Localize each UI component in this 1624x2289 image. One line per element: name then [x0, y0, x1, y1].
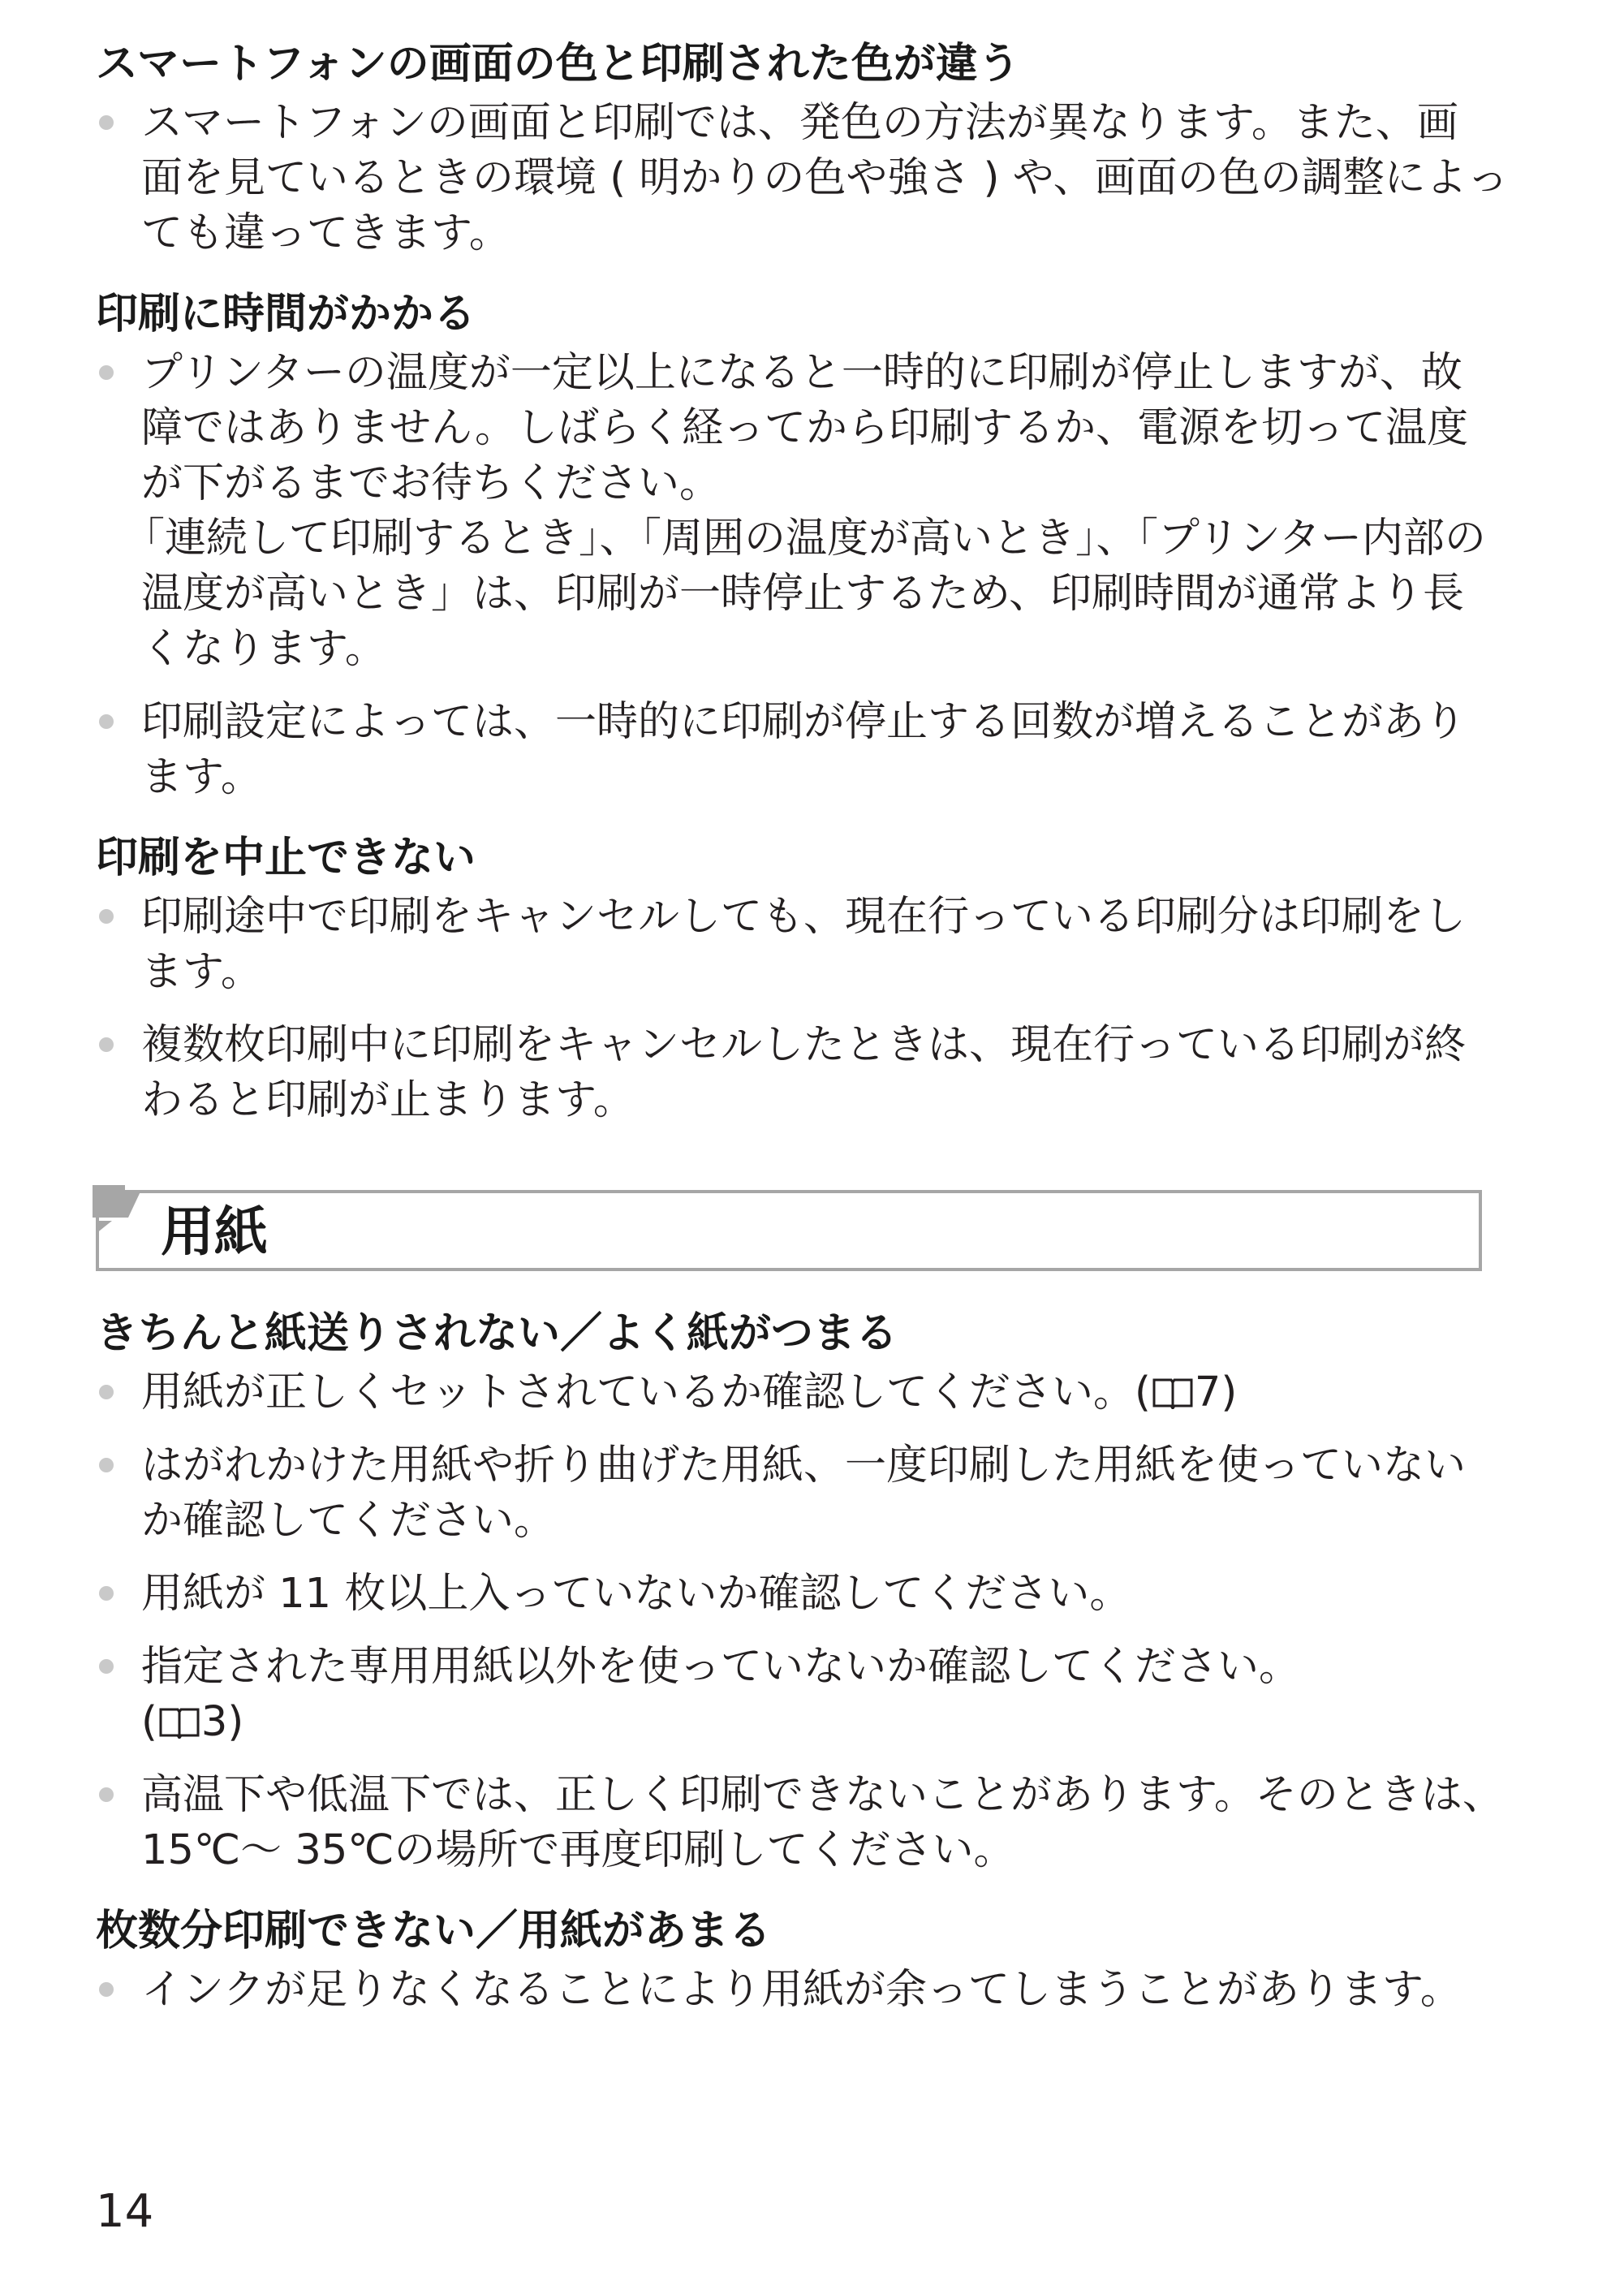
text-line: 高温下や低温下では、正しく印刷できないことがあります。そのときは、 — [141, 1771, 1504, 1819]
list-item — [96, 96, 1509, 261]
section-print-time — [96, 286, 1492, 805]
book-icon — [1151, 1373, 1195, 1409]
section-heading: 印刷に時間がかかる — [96, 290, 476, 338]
list-item — [96, 1365, 1492, 1420]
text-line: 温度が高いとき」は、印刷が一時停止するため、印刷時間が通常より長 — [141, 570, 1464, 618]
major-section-header — [96, 1190, 1488, 1278]
text-line: スマートフォンの画面と印刷では、発色の方法が異なります。また、画 — [141, 99, 1458, 147]
text-line — [141, 1695, 1492, 1750]
bullet-dot-icon — [99, 1037, 114, 1052]
text-line: はがれかけた用紙や折り曲げた用紙、一度印刷した用紙を使っていない — [141, 1442, 1467, 1489]
text-line: 複数枚印刷中に印刷をキャンセルしたときは、現在行っている印刷が終 — [141, 1021, 1467, 1069]
list-item — [96, 1963, 1492, 2018]
bullet-list — [96, 1963, 1492, 2018]
ref-close: ) — [1221, 1369, 1238, 1416]
section-cannot-cancel — [96, 830, 1492, 1128]
section-heading: きちんと紙送りされない／よく紙がつまる — [96, 1309, 898, 1358]
text-line: 面を見ているときの環境 ( 明かりの色や強さ ) や、画面の色の調整によっ — [141, 154, 1509, 202]
bullet-list — [96, 890, 1492, 1128]
text-line: ます。 — [141, 753, 262, 801]
page-content — [96, 36, 1509, 2036]
text-line: 印刷途中で印刷をキャンセルしても、現在行っている印刷分は印刷をし — [141, 893, 1467, 941]
text-line: 印刷設定によっては、一時的に印刷が停止する回数が増えることがあり — [141, 698, 1467, 746]
bullet-dot-icon — [99, 1458, 114, 1472]
text-line: 15℃～ 35℃の場所で再度印刷してください。 — [141, 1826, 1015, 1874]
bullet-dot-icon — [99, 115, 114, 130]
list-item — [96, 1018, 1492, 1128]
section-heading: スマートフォンの画面の色と印刷された色が違う — [96, 40, 1020, 88]
bullet-dot-icon — [99, 1385, 114, 1399]
section-corner-icon — [93, 1185, 141, 1234]
list-item — [96, 1640, 1492, 1750]
section-screen-color — [96, 36, 1509, 261]
section-paper-feed — [96, 1305, 1504, 1878]
text-line: 用紙が 11 枚以上入っていないか確認してください。 — [141, 1570, 1131, 1618]
text-line: インクが足りなくなることにより用紙が余ってしまうことがあります。 — [141, 1966, 1462, 2014]
list-item — [96, 890, 1492, 1000]
text-line: 指定された専用用紙以外を使っていないか確認してください。 — [141, 1643, 1301, 1691]
text-line — [141, 1365, 1492, 1420]
text-line: くなります。 — [141, 625, 386, 673]
section-heading: 枚数分印刷できない／用紙があまる — [96, 1907, 772, 1955]
bullet-dot-icon — [99, 1586, 114, 1601]
bullet-dot-icon — [99, 1787, 114, 1802]
bullet-dot-icon — [99, 1659, 114, 1674]
page-ref: 3 — [200, 1698, 228, 1746]
section-heading: 印刷を中止できない — [96, 834, 476, 882]
list-item — [96, 1438, 1492, 1549]
page-number: 14 — [96, 2185, 154, 2238]
ref-close: ) — [227, 1698, 244, 1746]
text-line: 「連続して印刷するとき」、「周囲の温度が高いとき」、「プリンター内部の — [123, 515, 1486, 563]
bullet-list — [96, 1365, 1504, 1878]
bullet-list — [96, 96, 1509, 261]
text-line: ます。 — [141, 948, 262, 996]
major-section-title: 用紙 — [161, 1201, 268, 1263]
text-line: プリンターの温度が一定以上になると一時的に印刷が停止しますが、故 — [141, 349, 1462, 397]
text-line: わると印刷が止まります。 — [141, 1076, 635, 1124]
text-line: か確認してください。 — [141, 1497, 556, 1545]
book-icon — [157, 1703, 201, 1739]
list-item — [96, 346, 1492, 677]
bullet-dot-icon — [99, 714, 114, 729]
list-item — [96, 1567, 1492, 1622]
text-segment: 用紙が正しくセットされているか確認してください。( — [141, 1369, 1151, 1416]
page-ref: 7 — [1194, 1369, 1221, 1416]
bullet-dot-icon — [99, 1982, 114, 1997]
text-line: が下がるまでお待ちください。 — [141, 459, 722, 507]
bullet-list — [96, 346, 1492, 805]
section-paper-leftover — [96, 1903, 1492, 2018]
list-item — [96, 1768, 1504, 1878]
ref-open: ( — [141, 1698, 157, 1746]
section-frame — [96, 1190, 1482, 1271]
bullet-dot-icon — [99, 365, 114, 380]
text-line: 障ではありません。しばらく経ってから印刷するか、電源を切って温度 — [141, 404, 1469, 452]
text-line: ても違ってきます。 — [141, 209, 510, 257]
list-item — [96, 695, 1492, 805]
bullet-dot-icon — [99, 909, 114, 924]
